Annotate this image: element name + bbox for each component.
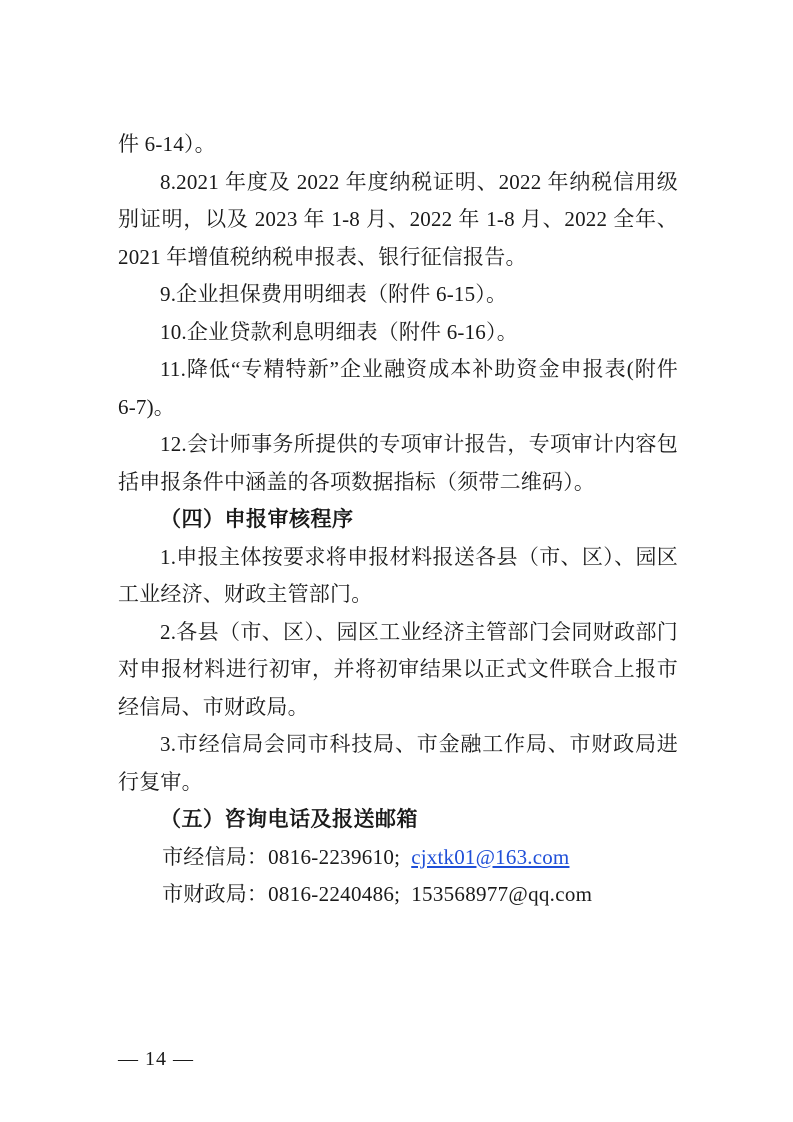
page-number: — 14 — — [118, 1048, 194, 1070]
paragraph-item-9: 9.企业担保费用明细表（附件 6-15）。 — [160, 282, 508, 306]
paragraph-item-10: 10.企业贷款利息明细表（附件 6-16）。 — [160, 319, 518, 344]
paragraph-item-12: 12.会计师事务所提供的专项审计报告，专项审计内容包括申报条件中涵盖的各项数据指标（须带二维码）。 — [118, 432, 678, 494]
paragraph-item-11: 11.降低“专精特新”企业融资成本补助资金申报表(附件 6-7)。 — [118, 357, 678, 419]
section-heading-four: （四）申报审核程序 — [160, 507, 354, 531]
document-body — [118, 126, 678, 914]
contact-phone: 0816-2239610; — [268, 844, 401, 869]
paragraph-4-1: 1.申报主体按要求将申报材料报送各县（市、区）、园区工业经济、财政主管部门。 — [118, 544, 678, 606]
contact-email: 153568977@qq.com — [411, 882, 593, 906]
contact-line-jingxinju — [118, 839, 678, 877]
paragraph-4-3: 3.市经信局会同市科技局、市金融工作局、市财政局进行复审。 — [118, 732, 678, 794]
paragraph-item-8: 8.2021 年度及 2022 年度纳税证明、2022 年纳税信用级别证明，以及 2023 年 1-8 月、2022 年 1-8 月、2022 全年、2021 年增值税纳税申报表、银行征信报告。 — [118, 169, 678, 269]
contact-org-label: 市经信局： — [162, 844, 269, 869]
contact-email-link[interactable]: cjxtk01@163.com — [411, 844, 570, 869]
page-footer — [118, 1046, 678, 1072]
paragraph-continued: 件 6-14）。 — [118, 132, 216, 156]
paragraph-4-2: 2.各县（市、区）、园区工业经济主管部门会同财政部门对申报材料进行初审，并将初审结果以正式文件联合上报市经信局、市财政局。 — [118, 619, 678, 719]
contact-line-caizhengju — [118, 876, 678, 914]
contact-org-label: 市财政局： — [162, 882, 269, 906]
contact-phone: 0816-2240486; — [268, 882, 401, 906]
section-heading-five: （五）咨询电话及报送邮箱 — [160, 807, 418, 831]
